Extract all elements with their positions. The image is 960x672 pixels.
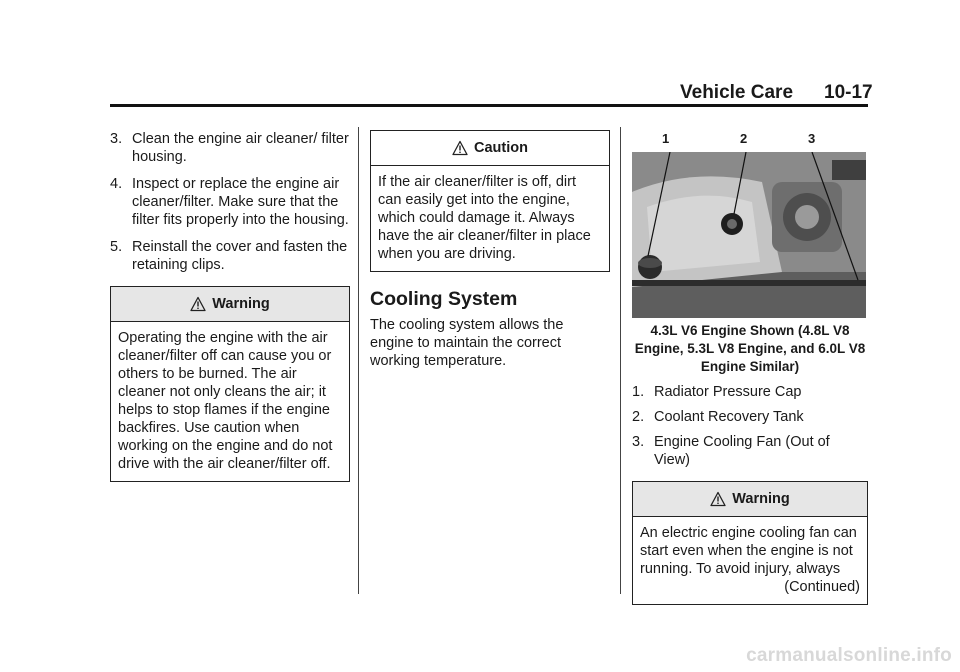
- cooling-system-paragraph: The cooling system allows the engine to maintain the correct working temperature.: [370, 317, 564, 369]
- step-4: [110, 175, 350, 229]
- warning-box-header: [633, 482, 867, 517]
- step-3: [110, 130, 350, 166]
- caution-icon: [452, 140, 468, 156]
- photo-caption: 4.3L V6 Engine Shown (4.8L V8 Engine, 5.3L V8 Engine, and 6.0L V8 Engine Similar): [634, 323, 866, 374]
- column-3: [632, 130, 868, 605]
- caution-box: [370, 130, 610, 272]
- header-rule: [110, 104, 868, 107]
- step-number: 5.: [110, 239, 123, 255]
- column-1: [110, 130, 350, 482]
- step-text: Reinstall the cover and fasten the retaining clips.: [132, 239, 348, 273]
- callout-label-3: 3: [808, 131, 816, 146]
- column-divider-2: [620, 127, 621, 594]
- legend-number: 1.: [632, 384, 645, 400]
- warning-box-cooling-fan: [632, 481, 868, 605]
- callout-label-1: 1: [662, 131, 670, 146]
- step-number: 3.: [110, 131, 123, 147]
- caution-title: Caution: [474, 140, 528, 156]
- warning-title: Warning: [212, 296, 270, 312]
- step-text: Inspect or replace the engine air cleaner/filter. Make sure that the filter fits properly into the housing.: [132, 176, 349, 228]
- page-number: 10-17: [824, 82, 873, 103]
- legend-text: Engine Cooling Fan (Out of View): [654, 434, 830, 468]
- watermark: carmanualsonline.info: [746, 645, 952, 666]
- engine-compartment-photo: [632, 152, 866, 318]
- legend-text: Coolant Recovery Tank: [654, 409, 804, 425]
- legend-text: Radiator Pressure Cap: [654, 384, 802, 400]
- continued-label: (Continued): [784, 579, 860, 595]
- legend-item-3: [632, 433, 868, 469]
- step-number: 4.: [110, 176, 123, 192]
- warning-body: Operating the engine with the air cleaner/filter off can cause you or others to be burned. The air cleaner not only cleans the air; it helps to stop flames if the engine backfires. Use caution when working on the engine and do not drive with the air cleaner/filter off.: [118, 330, 333, 472]
- legend-item-1: [632, 383, 868, 401]
- warning-icon: [190, 296, 206, 312]
- callout-label-2: 2: [740, 131, 748, 146]
- warning-box-air-cleaner: [110, 286, 350, 482]
- engine-photo-figure: [632, 130, 866, 316]
- cooling-system-heading: Cooling System: [370, 288, 518, 310]
- legend-item-2: [632, 408, 868, 426]
- caution-box-header: [371, 131, 609, 166]
- step-text: Clean the engine air cleaner/ filter housing.: [132, 131, 349, 165]
- section-title-header: Vehicle Care: [680, 82, 794, 103]
- legend-number: 3.: [632, 434, 645, 450]
- warning-body-text: An electric engine cooling fan can start even when the engine is not running. To avoid injury, always: [640, 525, 857, 577]
- warning-icon: [710, 491, 726, 507]
- column-2: [370, 130, 610, 370]
- caution-body: If the air cleaner/filter is off, dirt can easily get into the engine, which could damage it. Always have the air cleaner/filter in place when you are driving.: [378, 174, 591, 262]
- warning-body: [633, 517, 867, 604]
- legend-number: 2.: [632, 409, 645, 425]
- warning-title: Warning: [732, 491, 790, 507]
- step-5: [110, 238, 350, 274]
- warning-box-header: [111, 287, 349, 322]
- column-divider-1: [358, 127, 359, 594]
